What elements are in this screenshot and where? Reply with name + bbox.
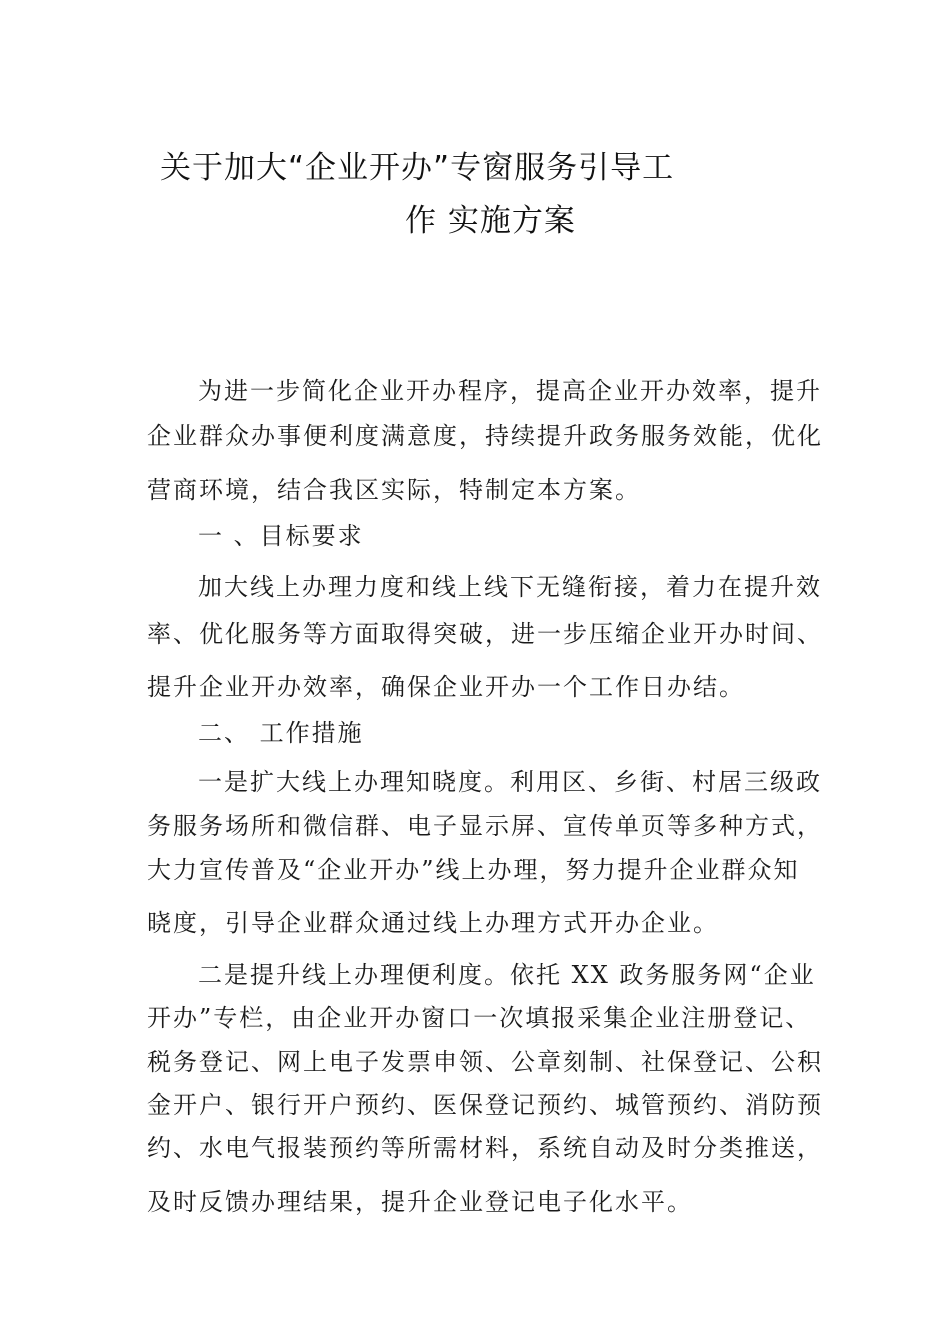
paragraph-measure2-line-5: 约、水电气报装预约等所需材料，系统自动及时分类推送， — [147, 1134, 823, 1162]
section-heading-1: 一 、目标要求 — [198, 522, 364, 550]
paragraph-intro-line-1: 为进一步简化企业开办程序，提高企业开办效率，提升 — [198, 377, 822, 405]
paragraph-intro-line-3: 营商环境，结合我区实际，特制定本方案。 — [147, 476, 641, 504]
paragraph-measure2-line-4: 金开户、银行开户预约、医保登记预约、城管预约、消防预 — [147, 1091, 823, 1119]
paragraph-goal-line-1: 加大线上办理力度和线上线下无缝衔接，着力在提升效 — [198, 573, 822, 601]
paragraph-measure1-line-1: 一是扩大线上办理知晓度。利用区、乡街、村居三级政 — [198, 768, 822, 796]
document-title-line-2: 作 实施方案 — [405, 203, 576, 239]
paragraph-goal-line-2: 率、优化服务等方面取得突破，进一步压缩企业开办时间、 — [147, 620, 823, 648]
paragraph-measure1-line-3: 大力宣传普及“企业开办”线上办理，努力提升企业群众知 — [147, 856, 800, 884]
paragraph-intro-line-2: 企业群众办事便利度满意度，持续提升政务服务效能，优化 — [147, 422, 823, 450]
paragraph-measure1-line-4: 晓度，引导企业群众通过线上办理方式开办企业。 — [147, 909, 719, 937]
paragraph-measure2-line-3: 税务登记、网上电子发票申领、公章刻制、社保登记、公积 — [147, 1048, 823, 1076]
paragraph-measure2-line-1: 二是提升线上办理便利度。依托 XX 政务服务网“企业 — [198, 961, 816, 989]
document-title-line-1: 关于加大“企业开办”专窗服务引导工 — [160, 150, 675, 186]
paragraph-measure2-line-6: 及时反馈办理结果，提升企业登记电子化水平。 — [147, 1188, 693, 1216]
paragraph-measure2-line-2: 开办”专栏，由企业开办窗口一次填报采集企业注册登记、 — [147, 1004, 812, 1032]
paragraph-goal-line-3: 提升企业开办效率，确保企业开办一个工作日办结。 — [147, 673, 745, 701]
section-heading-2: 二、 工作措施 — [198, 719, 364, 747]
paragraph-measure1-line-2: 务服务场所和微信群、电子显示屏、宣传单页等多种方式， — [147, 812, 823, 840]
